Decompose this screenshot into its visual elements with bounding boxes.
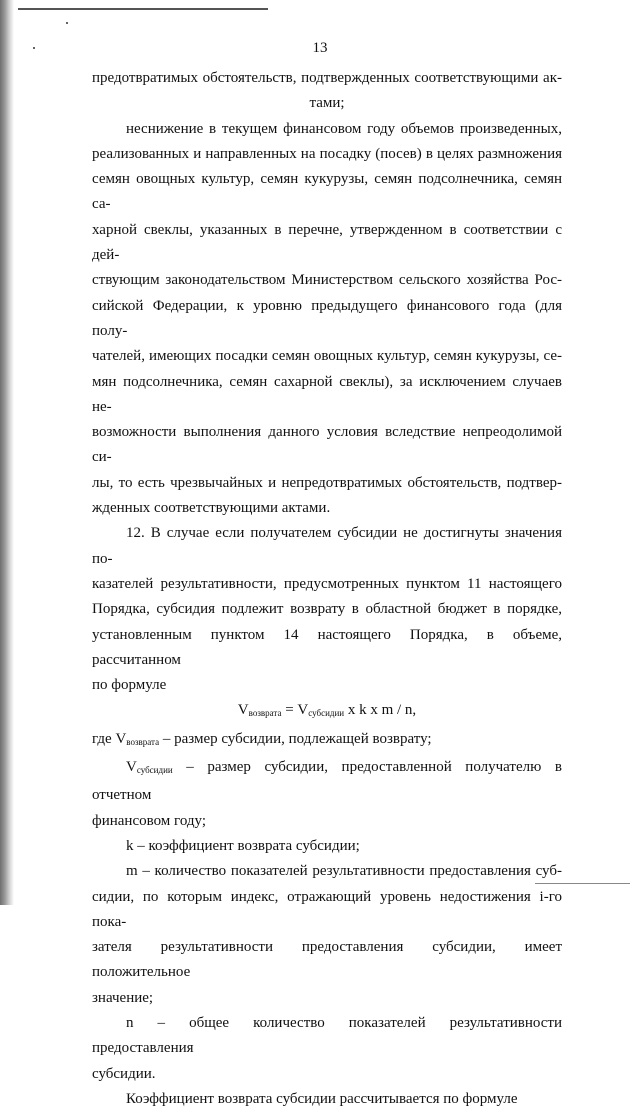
text-line: субсидии. xyxy=(92,1065,156,1082)
text-line: чателей, имеющих посадки семян овощных культур, семян кукурузы, се- xyxy=(92,348,562,365)
formula-sub-subsidy: субсидии xyxy=(308,708,345,719)
paragraph-block-2 xyxy=(92,809,562,1112)
text-line: тами; xyxy=(309,95,345,112)
text-line: Порядка, субсидия подлежит возврату в областной бюджет в порядке, xyxy=(92,601,562,618)
scan-speck xyxy=(66,22,68,24)
where2-sub: субсидии xyxy=(136,765,173,776)
top-scan-line xyxy=(18,8,268,10)
text-line: жденных соответствующими актами. xyxy=(92,500,331,517)
text-line: харной свеклы, указанных в перечне, утвержденном в соответствии с дей- xyxy=(92,221,562,264)
where1-pre: где V xyxy=(92,730,127,747)
text-line: неснижение в текущем финансовом году объемов произведенных, xyxy=(126,120,562,137)
text-line: зателя результативности предоставления субсидии, имеет положительное xyxy=(92,939,562,981)
text-line: мян подсолнечника, семян сахарной свеклы), за исключением случаев не- xyxy=(92,373,562,415)
formula-v: V xyxy=(237,702,249,719)
text-line: значение; xyxy=(92,989,154,1006)
document-body xyxy=(92,66,562,1112)
where2-pre: V xyxy=(126,759,137,776)
formula-eq: = V xyxy=(281,702,309,719)
text-line: 12. В случае если получателем субсидии не достигнуты значения по- xyxy=(92,525,562,567)
page-number: 13 xyxy=(312,40,328,56)
text-line: возможности выполнения данного условия вследствие непреодолимой си- xyxy=(92,424,562,466)
text-line: предотвратимых обстоятельств, подтвержденных соответствующими ак- xyxy=(92,70,562,86)
text-line: семян овощных культур, семян кукурузы, семян подсолнечника, семян са- xyxy=(92,171,562,213)
paragraph-block-1 xyxy=(92,66,562,698)
formula-sub-return: возврата xyxy=(248,708,282,719)
formula-rest: x k x m / n, xyxy=(344,702,417,719)
text-line: по формуле xyxy=(92,677,167,694)
text-line: Коэффициент возврата субсидии рассчитывается по формуле xyxy=(126,1090,518,1107)
scan-edge-shadow xyxy=(0,0,14,905)
where1-sub: возврата xyxy=(126,736,160,747)
where-line-2 xyxy=(92,755,562,809)
text-line: k – коэффициент возврата субсидии; xyxy=(126,837,360,854)
text-line: n – общее количество показателей результативности предоставления xyxy=(92,1014,562,1057)
formula xyxy=(92,698,562,726)
where2-post: – размер субсидии, предоставленной получателю в отчетном xyxy=(92,759,562,804)
text-line: казателей результативности, предусмотренных пунктом 11 настоящего xyxy=(92,575,562,592)
text-line: установленным пунктом 14 настоящего Порядка, в объеме, рассчитанном xyxy=(92,626,562,668)
text-line: ствующим законодательством Министерством сельского хозяйства Рос- xyxy=(92,272,562,289)
where-line-1 xyxy=(92,727,562,755)
text-line: реализованных и направленных на посадку (посев) в целях размножения xyxy=(92,145,562,162)
where1-post: – размер субсидии, подлежащей возврату; xyxy=(159,730,432,747)
text-line: лы, то есть чрезвычайных и непредотвратимых обстоятельств, подтвер- xyxy=(92,474,562,491)
text-line: финансовом году; xyxy=(92,812,207,829)
text-line: сийской Федерации, к уровню предыдущего финансового года (для полу- xyxy=(92,297,562,339)
text-line: m – количество показателей результативности предоставления суб- xyxy=(126,863,562,880)
text-line: сидии, по которым индекс, отражающий уровень недостижения i-го пока- xyxy=(92,888,562,930)
